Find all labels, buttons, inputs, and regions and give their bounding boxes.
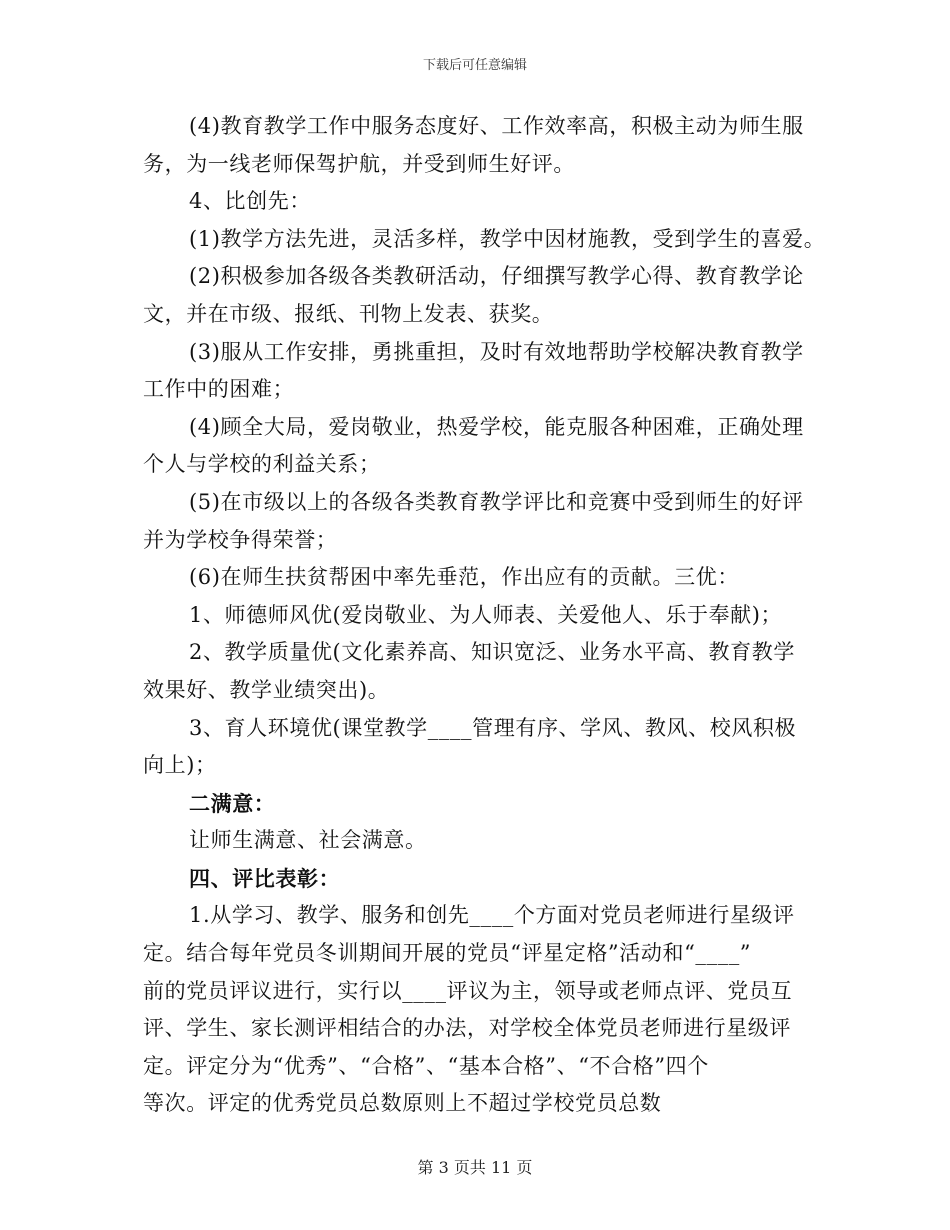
section-heading: 二满意： [189, 790, 276, 816]
text-line: 前的党员评议进行，实行以____评议为主，领导或老师点评、党员互 [143, 978, 793, 1003]
text-line: 并为学校争得荣誉； [143, 527, 338, 552]
text-line: 3、育人环境优(课堂教学____管理有序、学风、教风、校风积极 [189, 715, 797, 740]
text-line: 1、师德师风优(爱岗敬业、为人师表、关爱他人、乐于奉献)； [189, 602, 783, 627]
text-line: (2)积极参加各级各类教研活动，仔细撰写教学心得、教育教学论 [189, 264, 804, 289]
page-footer: 第 3 页共 11 页 [417, 1158, 533, 1177]
text-line: 2、教学质量优(文化素养高、知识宽泛、业务水平高、教育教学 [189, 640, 795, 665]
text-line: 定。结合每年党员冬训期间开展的党员“评星定格”活动和“____” [143, 941, 752, 966]
page-header: 下载后可任意编辑 [422, 58, 527, 73]
text-line: (6)在师生扶贫帮困中率先垂范，作出应有的贡献。三优： [189, 565, 739, 590]
text-line: (3)服从工作安排，勇挑重担，及时有效地帮助学校解决教育教学 [189, 339, 804, 364]
text-line: 4、比创先： [189, 189, 311, 214]
text-line: (1)教学方法先进，灵活多样，教学中因材施教，受到学生的喜爱。 [189, 226, 826, 251]
text-line: 向上)； [143, 753, 217, 778]
document-body [143, 108, 826, 1123]
text-line: 个人与学校的利益关系； [143, 452, 381, 477]
text-line: 文，并在市级、报纸、刊物上发表、获奖。 [143, 301, 554, 326]
section-heading: 四、评比表彰： [189, 865, 341, 891]
text-line: 评、学生、家长测评相结合的办法，对学校全体党员老师进行星级评 [143, 1016, 791, 1041]
text-line: 务，为一线老师保驾护航，并受到师生好评。 [143, 151, 575, 176]
text-line: 定。评定分为“优秀”、“合格”、“基本合格”、“不合格”四个 [143, 1053, 709, 1078]
text-line: 让师生满意、社会满意。 [189, 828, 427, 853]
text-line: (4)顾全大局，爱岗敬业，热爱学校，能克服各种困难，正确处理 [189, 414, 804, 439]
text-line: 1.从学习、教学、服务和创先____个方面对党员老师进行星级评 [189, 903, 795, 928]
text-line: (5)在市级以上的各级各类教育教学评比和竞赛中受到师生的好评 [189, 489, 804, 514]
text-line: 工作中的困难； [143, 377, 295, 402]
text-line: (4)教育教学工作中服务态度好、工作效率高，积极主动为师生服 [189, 114, 804, 138]
text-line: 等次。评定的优秀党员总数原则上不超过学校党员总数 [143, 1091, 662, 1116]
text-line: 效果好、教学业绩突出)。 [143, 677, 390, 702]
